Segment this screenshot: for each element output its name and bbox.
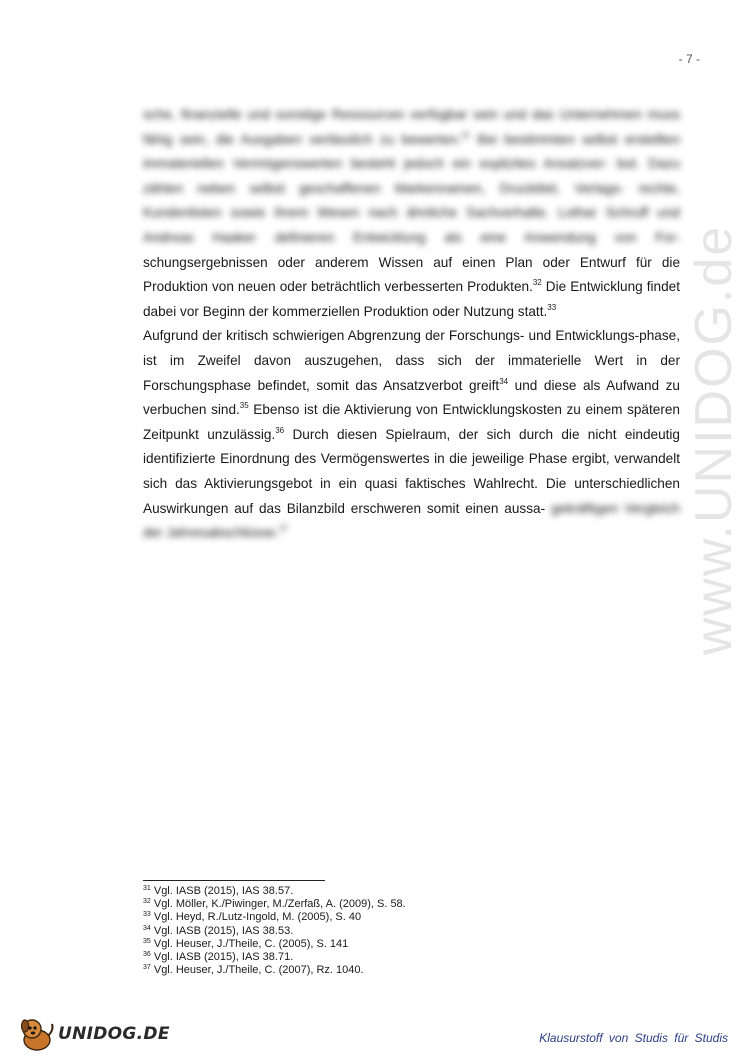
footnote-ref: 35 bbox=[239, 401, 249, 411]
paragraph-1: sche, finanzielle und sonstige Ressourcen verfügbar sein und das Unternehmen muss fähig sein, die Ausgaben verlässlich zu bewerten.$^{31}$ Bei bestimmten selbst erstellten immateriellen Vermögenswerten besteht jedoch ein explizites Ansatzver- bot. Dazu zählen neben selbst geschaffenen Markennamen, Drucktitel, Verlags- rechte, Kundenlisten sowie ihrem Wesen nach ähnliche Sachverhalte. Lothar Schruff und Andreas Haaker definieren Entwicklung als eine Anwendung von For- schungsergebnissen oder anderem Wissen auf einen Plan oder Entwurf für die Produktion von neuen oder beträchtlich verbesserten Produkten.$^{32}$ Die Entwicklung findet dabei vor Beginn der kommerziellen Produktion oder Nutzung statt.$^{33}$ bbox=[143, 107, 681, 319]
logo-text: UNIDOG.DE bbox=[58, 1024, 170, 1044]
footnote-ref: 33 bbox=[547, 302, 557, 312]
page-number: - 7 - bbox=[678, 52, 700, 66]
footnote-divider bbox=[143, 880, 325, 881]
footnote-ref: 36 bbox=[275, 425, 285, 435]
unidog-logo[interactable] bbox=[18, 1016, 198, 1052]
tagline: Klausurstoff von Studis für Studis bbox=[539, 1031, 728, 1045]
footnote-ref: 34 bbox=[499, 376, 509, 386]
footnote: $^{33}$ Vgl. Heyd, R./Lutz-Ingold, M. (2005), S. 40 bbox=[143, 911, 362, 924]
dog-icon bbox=[18, 1016, 56, 1052]
blurred-preview-text: sche, finanzielle und sonstige Ressourcen verfügbar sein und das Unternehmen muss fähig sein, die Ausgaben verlässlich zu bewerten.$^{31}$ Bei bestimmten selbst erstellten immateriellen Vermögenswerten besteht jedoch ein explizites Ansatzver- bot. Dazu zählen neben selbst geschaffenen Markennamen, Drucktitel, Verlags- rechte, Kundenlisten sowie ihrem Wesen nach ähnliche Sachverhalte. Lothar Schruff und Andreas Haaker definieren Entwicklung als eine Anwendung von For- bbox=[143, 107, 681, 245]
watermark: www.UNIDOG.de bbox=[685, 224, 743, 656]
paragraph-2: Aufgrund der kritisch schwierigen Abgrenzung der Forschungs- und Entwicklungs-phase, ist im Zweifel davon auszugehen, dass sich der immaterielle Wert in der Forschungsphase befindet, somit das Ansatzverbot greift$^{34}$ und diese als Aufwand zu verbuchen sind.$^{35}$ Ebenso ist die Aktivierung von Entwicklungskosten zu einem späteren Zeitpunkt unzulässig.$^{36}$ Durch diesen Spielraum, der sich durch die nicht eindeutig identifizierte Einordnung des Vermögenswertes in die jeweilige Phase ergibt, verwandelt sich das Aktivierungsgebot in ein quasi faktisches Wahlrecht. Die unterschiedlichen Auswirkungen auf das Bilanzbild erschweren somit einen aussa- gekräftigen Vergleich der Jahresabschlüsse.$^{37}$ bbox=[143, 328, 680, 541]
footnote: $^{34}$ Vgl. IASB (2015), IAS 38.53. bbox=[143, 924, 294, 937]
footnote-ref: 32 bbox=[532, 278, 542, 288]
footnote: $^{36}$ Vgl. IASB (2015), IAS 38.71. bbox=[143, 951, 294, 964]
main-text bbox=[143, 103, 680, 546]
footnote: $^{35}$ Vgl. Heuser, J./Theile, C. (2005), S. 141 bbox=[143, 937, 349, 950]
footnote: $^{31}$ Vgl. IASB (2015), IAS 38.57. bbox=[143, 885, 294, 897]
footnotes bbox=[143, 885, 683, 977]
footnote: $^{37}$ Vgl. Heuser, J./Theile, C. (2007), Rz. 1040. bbox=[143, 964, 364, 977]
blurred-preview-text: gekräftigen Vergleich der Jahresabschlüsse.$^{37}$ bbox=[143, 500, 680, 541]
paragraph-1-text: schungsergebnissen oder anderem Wissen auf einen Plan oder Entwurf für die Produktion von neuen oder beträchtlich verbesserten Produkten. bbox=[143, 254, 680, 295]
footnote: $^{32}$ Vgl. Möller, K./Piwinger, M./Zerfaß, A. (2009), S. 58. bbox=[143, 898, 406, 911]
